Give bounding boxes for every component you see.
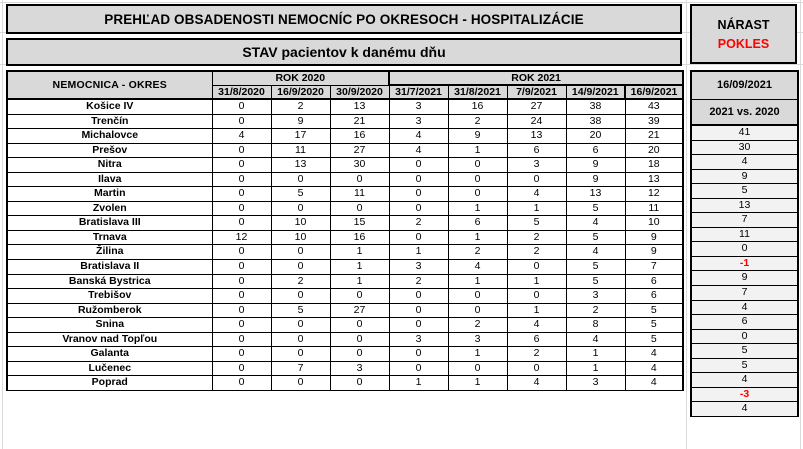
table-cell-value: 4 (625, 361, 683, 376)
table-cell-value: 5 (625, 318, 683, 333)
comparison-diff-value: 4 (691, 300, 798, 315)
comparison-row (691, 155, 798, 170)
table-cell-value: 6 (625, 289, 683, 304)
table-cell-value: 0 (212, 245, 271, 260)
page-title: PREHĽAD OBSADENOSTI NEMOCNÍC PO OKRESOCH - HOSPITALIZÁCIE (6, 4, 682, 34)
table-cell-value: 0 (330, 318, 389, 333)
table-cell-value: 1 (507, 201, 566, 216)
table-cell-value: 3 (330, 361, 389, 376)
comparison-row (691, 184, 798, 199)
comparison-row (691, 344, 798, 359)
table-cell-value: 27 (507, 99, 566, 114)
table-cell-value: 4 (448, 260, 507, 275)
table-cell-value: 1 (566, 347, 625, 362)
comparison-table-body (691, 125, 798, 416)
comparison-diff-value: -3 (691, 387, 798, 402)
table-cell-value: 2 (389, 216, 448, 231)
table-cell-value: 5 (566, 201, 625, 216)
table-cell-value: 0 (507, 289, 566, 304)
table-cell-value: 0 (271, 245, 330, 260)
legend-box (690, 4, 797, 64)
table-cell-value: 12 (625, 187, 683, 202)
group-header-rok-2021: ROK 2021 (389, 71, 683, 85)
table-cell-value: 0 (330, 201, 389, 216)
table-row (7, 129, 683, 144)
table-cell-value: 6 (625, 274, 683, 289)
column-header-date-6: 7/9/2021 (507, 85, 566, 99)
legend-increase-label: NÁRAST (717, 17, 770, 32)
table-cell-value: 2 (389, 274, 448, 289)
table-cell-value: 0 (330, 376, 389, 391)
table-header (7, 71, 683, 99)
table-cell-value: 0 (448, 361, 507, 376)
table-cell-value: 1 (566, 361, 625, 376)
comparison-row (691, 242, 798, 257)
comparison-row (691, 198, 798, 213)
table-cell-value: 0 (389, 158, 448, 173)
table-cell-value: 0 (330, 332, 389, 347)
table-cell-value: 5 (625, 332, 683, 347)
table-cell-value: 13 (330, 99, 389, 114)
table-cell-value: 5 (271, 303, 330, 318)
comparison-row (691, 140, 798, 155)
comparison-diff-value: 7 (691, 286, 798, 301)
comparison-row (691, 315, 798, 330)
row-label-hospital: Nitra (7, 158, 212, 173)
comparison-diff-value: 4 (691, 155, 798, 170)
row-label-hospital: Ilava (7, 172, 212, 187)
table-row (7, 318, 683, 333)
column-header-hospital-district: NEMOCNICA - OKRES (7, 71, 212, 99)
table-cell-value: 0 (448, 187, 507, 202)
table-cell-value: 1 (448, 376, 507, 391)
table-cell-value: 10 (625, 216, 683, 231)
table-cell-value: 16 (330, 129, 389, 144)
table-cell-value: 2 (507, 230, 566, 245)
table-cell-value: 9 (625, 245, 683, 260)
table-cell-value: 7 (271, 361, 330, 376)
table-cell-value: 2 (448, 114, 507, 129)
table-cell-value: 0 (212, 99, 271, 114)
comparison-diff-value: 5 (691, 184, 798, 199)
table-cell-value: 5 (507, 216, 566, 231)
comparison-diff-value: 13 (691, 198, 798, 213)
table-row (7, 158, 683, 173)
table-cell-value: 13 (271, 158, 330, 173)
table-cell-value: 15 (330, 216, 389, 231)
table-cell-value: 0 (271, 347, 330, 362)
table-cell-value: 0 (330, 347, 389, 362)
table-cell-value: 39 (625, 114, 683, 129)
row-label-hospital: Vranov nad Topľou (7, 332, 212, 347)
comparison-diff-value: 4 (691, 402, 798, 417)
comparison-row (691, 227, 798, 242)
table-cell-value: 38 (566, 99, 625, 114)
table-cell-value: 3 (389, 99, 448, 114)
table-cell-value: 1 (507, 303, 566, 318)
table-cell-value: 9 (566, 158, 625, 173)
comparison-diff-value: 11 (691, 227, 798, 242)
table-row (7, 143, 683, 158)
table-cell-value: 0 (212, 274, 271, 289)
row-label-hospital: Poprad (7, 376, 212, 391)
table-cell-value: 3 (448, 332, 507, 347)
grid-line (0, 2, 803, 3)
comparison-diff-value: 0 (691, 329, 798, 344)
table-cell-value: 4 (389, 143, 448, 158)
table-cell-value: 4 (507, 376, 566, 391)
table-cell-value: 0 (271, 260, 330, 275)
table-cell-value: 1 (330, 260, 389, 275)
table-row (7, 332, 683, 347)
table-cell-value: 0 (212, 318, 271, 333)
comparison-row (691, 300, 798, 315)
table-cell-value: 6 (448, 216, 507, 231)
table-row (7, 114, 683, 129)
row-label-hospital: Prešov (7, 143, 212, 158)
table-cell-value: 3 (566, 376, 625, 391)
table-cell-value: 0 (212, 361, 271, 376)
table-cell-value: 11 (625, 201, 683, 216)
table-cell-value: 18 (625, 158, 683, 173)
table-cell-value: 27 (330, 143, 389, 158)
comparison-date-header: 16/09/2021 (691, 71, 798, 99)
table-cell-value: 3 (507, 158, 566, 173)
comparison-diff-value: 41 (691, 125, 798, 140)
row-label-hospital: Galanta (7, 347, 212, 362)
table-cell-value: 0 (507, 361, 566, 376)
table-cell-value: 0 (389, 187, 448, 202)
row-label-hospital: Trebišov (7, 289, 212, 304)
row-label-hospital: Banská Bystrica (7, 274, 212, 289)
table-cell-value: 4 (507, 318, 566, 333)
table-cell-value: 1 (330, 274, 389, 289)
table-cell-value: 1 (448, 201, 507, 216)
table-cell-value: 4 (566, 245, 625, 260)
table-cell-value: 0 (389, 347, 448, 362)
table-row (7, 361, 683, 376)
grid-line (2, 0, 3, 449)
table-cell-value: 0 (212, 260, 271, 275)
table-cell-value: 5 (566, 260, 625, 275)
table-cell-value: 5 (625, 303, 683, 318)
column-header-date-8: 16/9/2021 (625, 85, 683, 99)
table-cell-value: 24 (507, 114, 566, 129)
row-label-hospital: Martin (7, 187, 212, 202)
comparison-diff-value: 0 (691, 242, 798, 257)
column-header-date-2: 16/9/2020 (271, 85, 330, 99)
table-row (7, 260, 683, 275)
comparison-diff-value: 9 (691, 271, 798, 286)
group-header-row (7, 71, 683, 85)
row-label-hospital: Bratislava III (7, 216, 212, 231)
table-cell-value: 9 (625, 230, 683, 245)
trend-panel (690, 4, 797, 447)
table-row (7, 187, 683, 202)
comparison-diff-value: 5 (691, 344, 798, 359)
table-cell-value: 8 (566, 318, 625, 333)
group-header-rok-2020: ROK 2020 (212, 71, 389, 85)
table-row (7, 216, 683, 231)
table-cell-value: 0 (389, 318, 448, 333)
table-cell-value: 0 (448, 303, 507, 318)
comparison-date-row (691, 71, 798, 99)
table-cell-value: 0 (212, 332, 271, 347)
table-cell-value: 1 (507, 274, 566, 289)
comparison-row (691, 256, 798, 271)
row-label-hospital: Snina (7, 318, 212, 333)
table-cell-value: 2 (507, 347, 566, 362)
table-cell-value: 0 (389, 172, 448, 187)
table-cell-value: 4 (625, 347, 683, 362)
table-cell-value: 1 (448, 230, 507, 245)
table-row (7, 245, 683, 260)
table-cell-value: 5 (566, 230, 625, 245)
comparison-diff-value: 5 (691, 358, 798, 373)
table-cell-value: 12 (212, 230, 271, 245)
table-cell-value: 2 (271, 99, 330, 114)
table-cell-value: 0 (271, 201, 330, 216)
table-cell-value: 13 (566, 187, 625, 202)
table-cell-value: 0 (271, 172, 330, 187)
table-row (7, 201, 683, 216)
table-cell-value: 5 (566, 274, 625, 289)
row-label-hospital: Trenčín (7, 114, 212, 129)
grid-line (686, 0, 687, 449)
table-cell-value: 0 (212, 187, 271, 202)
comparison-row (691, 213, 798, 228)
table-cell-value: 0 (212, 114, 271, 129)
row-label-hospital: Ružomberok (7, 303, 212, 318)
table-cell-value: 10 (271, 216, 330, 231)
column-header-date-3: 30/9/2020 (330, 85, 389, 99)
table-cell-value: 38 (566, 114, 625, 129)
comparison-diff-value: 9 (691, 169, 798, 184)
table-cell-value: 4 (625, 376, 683, 391)
table-cell-value: 13 (507, 129, 566, 144)
comparison-row (691, 358, 798, 373)
table-cell-value: 3 (389, 114, 448, 129)
table-cell-value: 4 (566, 332, 625, 347)
comparison-row (691, 125, 798, 140)
table-cell-value: 1 (389, 245, 448, 260)
table-cell-value: 0 (271, 289, 330, 304)
comparison-row (691, 329, 798, 344)
table-cell-value: 4 (212, 129, 271, 144)
table-cell-value: 3 (566, 289, 625, 304)
table-row (7, 172, 683, 187)
main-table-panel (6, 4, 682, 447)
table-cell-value: 10 (271, 230, 330, 245)
page-subtitle: STAV pacientov k danému dňu (6, 38, 682, 66)
table-cell-value: 6 (566, 143, 625, 158)
table-row (7, 230, 683, 245)
table-cell-value: 20 (625, 143, 683, 158)
table-cell-value: 4 (566, 216, 625, 231)
table-cell-value: 16 (330, 230, 389, 245)
table-cell-value: 21 (330, 114, 389, 129)
table-cell-value: 6 (507, 332, 566, 347)
table-cell-value: 0 (212, 216, 271, 231)
table-row (7, 376, 683, 391)
table-cell-value: 0 (507, 260, 566, 275)
table-cell-value: 43 (625, 99, 683, 114)
table-row (7, 289, 683, 304)
comparison-diff-value: 6 (691, 315, 798, 330)
table-cell-value: 11 (271, 143, 330, 158)
row-label-hospital: Košice IV (7, 99, 212, 114)
table-body (7, 99, 683, 390)
table-cell-value: 2 (448, 245, 507, 260)
row-label-hospital: Zvolen (7, 201, 212, 216)
table-cell-value: 0 (448, 289, 507, 304)
table-row (7, 274, 683, 289)
table-cell-value: 1 (448, 347, 507, 362)
table-cell-value: 0 (212, 376, 271, 391)
table-cell-value: 16 (448, 99, 507, 114)
table-cell-value: 0 (271, 318, 330, 333)
table-cell-value: 0 (389, 289, 448, 304)
row-label-hospital: Žilina (7, 245, 212, 260)
table-cell-value: 0 (212, 347, 271, 362)
comparison-diff-value: -1 (691, 256, 798, 271)
table-row (7, 347, 683, 362)
comparison-diff-value: 4 (691, 373, 798, 388)
table-cell-value: 2 (448, 318, 507, 333)
table-cell-value: 0 (330, 172, 389, 187)
table-cell-value: 5 (271, 187, 330, 202)
table-cell-value: 4 (507, 187, 566, 202)
comparison-row (691, 373, 798, 388)
comparison-period-header: 2021 vs. 2020 (691, 99, 798, 125)
table-cell-value: 4 (389, 129, 448, 144)
table-cell-value: 6 (507, 143, 566, 158)
row-label-hospital: Lučenec (7, 361, 212, 376)
column-header-date-5: 31/8/2021 (448, 85, 507, 99)
legend-decrease-label: POKLES (717, 36, 770, 51)
table-cell-value: 0 (212, 158, 271, 173)
table-cell-value: 9 (271, 114, 330, 129)
table-cell-value: 2 (566, 303, 625, 318)
table-cell-value: 0 (212, 143, 271, 158)
table-cell-value: 9 (448, 129, 507, 144)
table-cell-value: 11 (330, 187, 389, 202)
table-cell-value: 17 (271, 129, 330, 144)
table-cell-value: 0 (389, 303, 448, 318)
table-cell-value: 21 (625, 129, 683, 144)
row-label-hospital: Bratislava II (7, 260, 212, 275)
table-cell-value: 0 (212, 289, 271, 304)
comparison-label-row (691, 99, 798, 125)
table-cell-value: 3 (389, 260, 448, 275)
table-cell-value: 0 (389, 230, 448, 245)
table-cell-value: 0 (448, 158, 507, 173)
table-cell-value: 20 (566, 129, 625, 144)
table-cell-value: 2 (507, 245, 566, 260)
table-cell-value: 0 (330, 289, 389, 304)
row-label-hospital: Michalovce (7, 129, 212, 144)
column-header-date-7: 14/9/2021 (566, 85, 625, 99)
table-cell-value: 0 (212, 172, 271, 187)
table-cell-value: 0 (212, 201, 271, 216)
comparison-diff-value: 30 (691, 140, 798, 155)
table-cell-value: 27 (330, 303, 389, 318)
table-cell-value: 0 (448, 172, 507, 187)
table-cell-value: 0 (507, 172, 566, 187)
comparison-table (690, 70, 799, 417)
comparison-row (691, 387, 798, 402)
comparison-row (691, 402, 798, 417)
hospital-occupancy-table (6, 70, 684, 391)
comparison-row (691, 169, 798, 184)
table-row (7, 99, 683, 114)
column-header-date-4: 31/7/2021 (389, 85, 448, 99)
comparison-diff-value: 7 (691, 213, 798, 228)
table-cell-value: 3 (389, 332, 448, 347)
table-cell-value: 0 (271, 376, 330, 391)
grid-line (800, 0, 801, 449)
table-cell-value: 1 (330, 245, 389, 260)
table-cell-value: 30 (330, 158, 389, 173)
comparison-row (691, 286, 798, 301)
table-cell-value: 1 (389, 376, 448, 391)
table-cell-value: 1 (448, 143, 507, 158)
table-cell-value: 0 (389, 201, 448, 216)
table-cell-value: 2 (271, 274, 330, 289)
table-cell-value: 0 (271, 332, 330, 347)
column-header-date-1: 31/8/2020 (212, 85, 271, 99)
table-cell-value: 0 (212, 303, 271, 318)
comparison-row (691, 271, 798, 286)
table-row (7, 303, 683, 318)
table-cell-value: 0 (389, 361, 448, 376)
row-label-hospital: Trnava (7, 230, 212, 245)
table-cell-value: 9 (566, 172, 625, 187)
table-cell-value: 7 (625, 260, 683, 275)
table-cell-value: 1 (448, 274, 507, 289)
table-cell-value: 13 (625, 172, 683, 187)
comparison-table-header (691, 71, 798, 125)
